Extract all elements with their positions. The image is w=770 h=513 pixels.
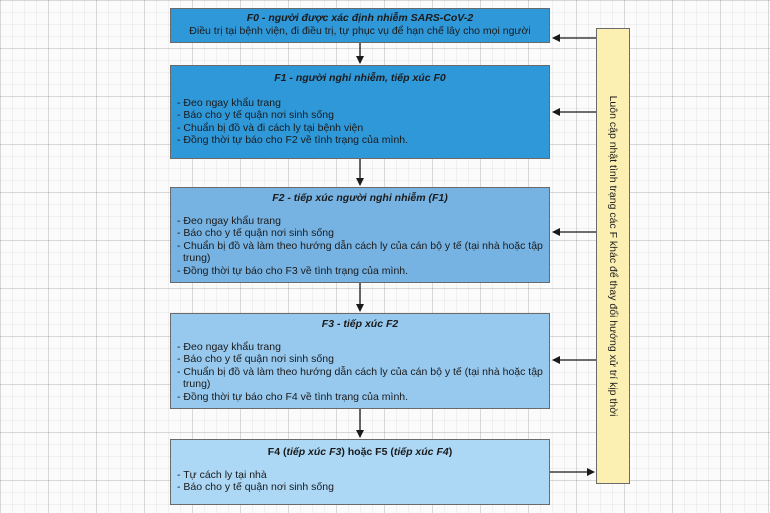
list-item: - Báo cho y tế quận nơi sinh sống [177, 227, 543, 240]
side-update-text: Luôn cập nhật tình trạng các F khác để thay đổi hướng xử trí kịp thời [607, 95, 619, 417]
box-f2 [170, 187, 550, 283]
list-item: - Đeo ngay khẩu trang [177, 215, 543, 228]
f3-title: F3 - tiếp xúc F2 [321, 318, 399, 330]
f1-title: F1 - người nghi nhiễm, tiếp xúc F0 [274, 72, 446, 84]
f4-title: F4 (tiếp xúc F3) hoặc F5 (tiếp xúc F4) [267, 446, 453, 458]
box-f0 [170, 8, 550, 43]
side-update-box [596, 28, 630, 484]
box-f3 [170, 313, 550, 409]
list-item: - Đồng thời tự báo cho F2 về tình trạng của mình. [177, 134, 543, 147]
list-item: - Báo cho y tế quận nơi sinh sống [177, 353, 543, 366]
list-item: - Đeo ngay khẩu trang [177, 97, 543, 110]
list-item: - Đồng thời tự báo cho F3 về tình trạng của mình. [177, 265, 543, 278]
list-item: - Đồng thời tự báo cho F4 về tình trạng của mình. [177, 391, 543, 404]
f2-title: F2 - tiếp xúc người nghi nhiễm (F1) [272, 192, 448, 204]
box-f1 [170, 65, 550, 159]
list-item: - Chuẩn bị đồ và đi cách ly tại bệnh viện [177, 122, 543, 135]
f1-list [177, 97, 543, 147]
f2-list [177, 215, 543, 278]
list-item: - Tự cách ly tại nhà [177, 469, 543, 482]
list-item: - Báo cho y tế quận nơi sinh sống [177, 109, 543, 122]
list-item: - Báo cho y tế quận nơi sinh sống [177, 481, 543, 494]
f0-subtitle: Điều trị tại bệnh viện, đi điều trị, tự phục vụ để hạn chế lây cho mọi người [189, 24, 531, 37]
list-item: - Đeo ngay khẩu trang [177, 341, 543, 354]
f3-list [177, 341, 543, 404]
list-item: - Chuẩn bị đồ và làm theo hướng dẫn cách ly của cán bộ y tế (tại nhà hoặc tập trung) [177, 240, 543, 265]
f4-list [177, 469, 543, 494]
list-item: - Chuẩn bị đồ và làm theo hướng dẫn cách ly của cán bộ y tế (tại nhà hoặc tập trung) [177, 366, 543, 391]
f0-title: F0 - người được xác định nhiễm SARS-CoV-2 [246, 12, 474, 24]
box-f4 [170, 439, 550, 505]
